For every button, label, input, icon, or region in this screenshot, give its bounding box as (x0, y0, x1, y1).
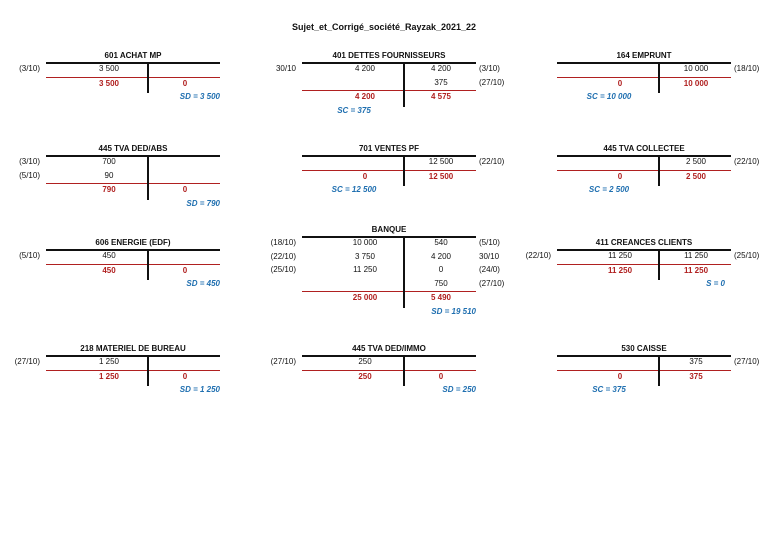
account-balance: SD = 3 500 (179, 92, 220, 101)
account-balance: SD = 250 (442, 385, 476, 394)
entry-date-debit: (27/10) (270, 357, 296, 366)
account-a445col (513, 144, 760, 215)
entry-date-credit: (22/10) (734, 157, 760, 166)
account-title: 164 EMPRUNT (616, 51, 672, 60)
total-credit: 11 250 (683, 265, 709, 275)
credit-amount: 750 (434, 278, 448, 288)
total-credit: 5 490 (430, 293, 452, 302)
total-rule (302, 170, 476, 171)
total-rule (302, 291, 476, 292)
account-center-rule (658, 355, 660, 386)
entry-date-debit: 30/10 (275, 64, 296, 73)
account-title: 401 DETTES FOURNISSEURS (332, 51, 446, 60)
total-rule (557, 370, 731, 371)
credit-amount: 10 000 (683, 64, 709, 73)
total-credit: 0 (182, 371, 188, 381)
total-debit: 3 500 (98, 78, 120, 88)
account-center-rule (658, 249, 660, 280)
debit-amount: 3 500 (98, 64, 120, 73)
total-rule (46, 183, 220, 184)
total-rule (46, 264, 220, 265)
debit-amount: 3 750 (354, 251, 376, 261)
account-balance: SC = 2 500 (588, 185, 630, 194)
entry-date-debit: (22/10) (270, 251, 296, 261)
account-a445abs (2, 145, 232, 215)
total-credit: 4 575 (430, 92, 452, 101)
account-title: 411 CREANCES CLIENTS (595, 238, 693, 247)
debit-amount: 1 250 (98, 357, 120, 366)
entry-date-credit: (3/10) (479, 64, 500, 73)
total-credit: 0 (182, 265, 188, 275)
entry-date-credit: (25/10) (734, 251, 760, 260)
total-debit: 0 (362, 171, 368, 181)
total-debit: 25 000 (352, 293, 378, 302)
debit-amount: 11 250 (353, 265, 377, 274)
credit-amount: 375 (689, 357, 703, 366)
account-center-rule (658, 62, 660, 93)
entry-date-debit: (25/10) (270, 265, 296, 274)
account-title: BANQUE (371, 225, 407, 234)
debit-amount: 450 (102, 251, 116, 260)
total-rule (46, 370, 220, 371)
account-title: 445 TVA COLLECTEE (603, 144, 685, 153)
debit-amount: 10 000 (352, 238, 378, 247)
debit-amount: 4 200 (354, 64, 376, 73)
total-debit: 11 250 (607, 265, 633, 275)
account-balance: SC = 12 500 (331, 185, 377, 194)
account-balance: SD = 450 (186, 279, 220, 288)
account-balance: SD = 790 (186, 198, 220, 208)
entry-date-credit: (27/10) (479, 77, 505, 87)
page-title: Sujet_et_Corrigé_société_Rayzak_2021_22 (291, 22, 477, 32)
account-a218 (2, 345, 232, 415)
entry-date-debit: (18/10) (270, 238, 296, 247)
account-balance: SD = 19 510 (431, 306, 476, 316)
account-abanque (258, 225, 505, 316)
entry-date-debit: (3/10) (19, 157, 40, 166)
account-balance: SC = 375 (592, 385, 626, 394)
account-title: 445 TVA DED/ABS (98, 144, 168, 153)
total-rule (46, 77, 220, 78)
debit-amount: 250 (358, 357, 372, 366)
account-a445immo (258, 345, 488, 415)
total-debit: 4 200 (354, 92, 376, 101)
account-a601 (2, 52, 232, 122)
credit-amount: 2 500 (685, 157, 707, 166)
total-debit: 0 (617, 78, 623, 88)
total-credit: 0 (182, 185, 188, 194)
account-center-rule (403, 355, 405, 386)
account-balance: SC = 10 000 (586, 92, 632, 101)
account-a530 (513, 344, 760, 415)
entry-date-debit: (3/10) (19, 64, 40, 73)
account-balance: SC = 375 (337, 105, 371, 115)
total-rule (557, 77, 731, 78)
debit-amount: 700 (102, 157, 116, 166)
total-debit: 790 (102, 185, 116, 194)
entry-date-debit: (27/10) (14, 357, 40, 366)
total-rule (302, 90, 476, 91)
total-rule (302, 370, 476, 371)
entry-date-credit: (24/0) (479, 265, 500, 274)
credit-amount: 375 (434, 77, 448, 87)
total-credit: 0 (438, 371, 444, 381)
debit-amount: 11 250 (608, 251, 632, 260)
total-debit: 250 (358, 371, 372, 381)
total-rule (557, 264, 731, 265)
account-center-rule (147, 355, 149, 386)
entry-date-credit: 30/10 (479, 251, 500, 261)
total-credit: 12 500 (428, 171, 454, 181)
credit-amount: 4 200 (430, 251, 452, 261)
account-a411 (513, 238, 760, 309)
total-credit: 375 (689, 371, 703, 381)
account-center-rule (403, 62, 405, 107)
account-a606 (2, 239, 232, 309)
entry-date-debit: (5/10) (19, 251, 40, 260)
account-balance: S = 0 (706, 279, 725, 288)
entry-date-credit: (27/10) (479, 278, 505, 288)
entry-date-debit: (22/10) (525, 251, 551, 260)
account-balance: SD = 1 250 (179, 385, 220, 394)
account-center-rule (147, 62, 149, 93)
account-title: 701 VENTES PF (358, 144, 420, 153)
account-a401 (258, 51, 505, 122)
account-title: 445 TVA DED/IMMO (352, 344, 426, 353)
account-center-rule (403, 236, 405, 308)
entry-date-credit: (22/10) (479, 157, 505, 166)
account-a164 (513, 51, 760, 122)
account-center-rule (147, 155, 149, 200)
entry-date-debit: (5/10) (19, 170, 40, 180)
credit-amount: 4 200 (430, 64, 452, 73)
account-center-rule (403, 155, 405, 186)
total-debit: 450 (102, 265, 116, 275)
total-debit: 0 (617, 371, 623, 381)
total-rule (557, 170, 731, 171)
account-a701 (258, 144, 505, 215)
debit-amount: 90 (104, 170, 114, 180)
account-title: 606 ENERGIE (EDF) (95, 238, 171, 247)
entry-date-credit: (27/10) (734, 357, 760, 366)
account-title: 601 ACHAT MP (104, 51, 162, 60)
total-debit: 0 (617, 171, 623, 181)
total-debit: 1 250 (98, 371, 120, 381)
entry-date-credit: (5/10) (479, 238, 500, 247)
total-credit: 0 (182, 78, 188, 88)
account-center-rule (147, 249, 149, 280)
credit-amount: 11 250 (684, 251, 708, 260)
entry-date-credit: (18/10) (734, 64, 760, 73)
account-center-rule (658, 155, 660, 186)
total-credit: 2 500 (685, 171, 707, 181)
account-title: 218 MATERIEL DE BUREAU (80, 344, 186, 353)
credit-amount: 540 (434, 238, 448, 247)
total-credit: 10 000 (683, 78, 709, 88)
account-title: 530 CAISSE (621, 344, 667, 353)
credit-amount: 0 (438, 265, 444, 274)
credit-amount: 12 500 (428, 157, 454, 166)
